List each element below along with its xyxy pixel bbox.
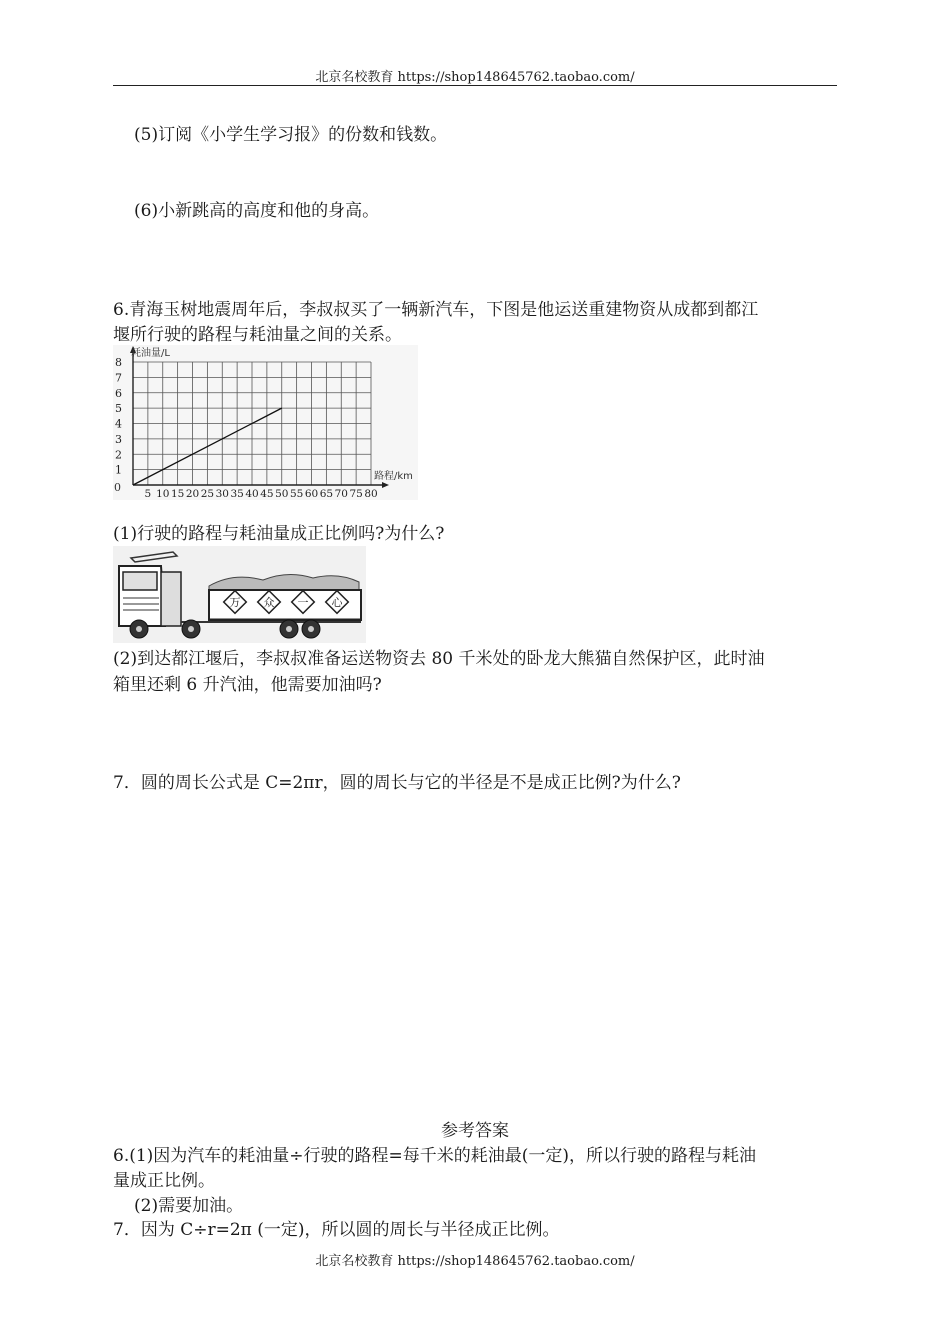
x-tick-label-45: 45 (260, 488, 274, 500)
x-tick-label-20: 20 (185, 488, 200, 500)
chart-origin-label: 0 (114, 481, 121, 494)
svg-text:众: 众 (263, 596, 275, 609)
y-tick-label-1: 1 (115, 463, 122, 477)
cab-window (123, 572, 157, 590)
header-rule (113, 85, 837, 86)
answers-title: 参考答案 (441, 1121, 509, 1141)
x-tick-label-80: 80 (364, 488, 378, 500)
question-5-6: (6)小新跳高的高度和他的身高。 (134, 201, 380, 221)
truck-illustration (113, 546, 366, 643)
answer-6-line1: 6.(1)因为汽车的耗油量÷行驶的路程=每千米的耗油最(一定)，所以行驶的路程与耗油 (113, 1146, 757, 1166)
x-tick-label-55: 55 (289, 488, 304, 500)
x-tick-label-65: 65 (319, 488, 334, 500)
x-tick-label-40: 40 (245, 488, 259, 500)
answer-6-2: (2)需要加油。 (134, 1196, 244, 1216)
y-tick-label-6: 6 (115, 386, 122, 400)
y-tick-label-7: 7 (115, 371, 122, 385)
x-tick-label-50: 50 (275, 488, 289, 500)
question-5-5: (5)订阅《小学生学习报》的份数和钱数。 (134, 125, 448, 145)
page-footer: 北京名校教育 https://shop148645762.taobao.com/ (315, 1254, 635, 1269)
x-tick-label-15: 15 (170, 488, 185, 500)
x-tick-label-60: 60 (304, 488, 319, 500)
x-tick-label-75: 75 (349, 488, 363, 500)
fuel-distance-chart (113, 345, 418, 500)
x-tick-label-5: 5 (144, 488, 152, 500)
question-6-intro-line2: 堰所行驶的路程与耗油量之间的关系。 (113, 325, 402, 345)
svg-text:万: 万 (229, 596, 241, 609)
y-tick-label-5: 5 (115, 402, 122, 416)
x-tick-label-30: 30 (215, 488, 229, 500)
chart-background (113, 345, 418, 500)
question-6-2-line1: (2)到达都江堰后，李叔叔准备运送物资去 80 千米处的卧龙大熊猫自然保护区，此时油 (113, 649, 765, 669)
answer-7: 7．因为 C÷r=2π (一定)，所以圆的周长与半径成正比例。 (113, 1220, 560, 1240)
y-tick-label-8: 8 (115, 356, 122, 369)
x-tick-label-70: 70 (334, 488, 348, 500)
truck-engine-block (161, 572, 181, 626)
question-6-2-line2: 箱里还剩 6 升汽油，他需要加油吗? (113, 675, 382, 695)
chart-x-axis-label: 路程/km (374, 471, 413, 482)
question-6-intro-line1: 6.青海玉树地震周年后，李叔叔买了一辆新汽车，下图是他运送重建物资从成都到都江 (113, 300, 759, 320)
question-7: 7．圆的周长公式是 C=2πr，圆的周长与它的半径是不是成正比例?为什么? (113, 773, 681, 793)
answer-6-line2: 量成正比例。 (113, 1171, 215, 1191)
page-header: 北京名校教育 https://shop148645762.taobao.com/ (315, 70, 635, 85)
svg-text:心: 心 (331, 596, 343, 609)
y-tick-label-3: 3 (115, 432, 122, 446)
chart-y-axis-label: 耗油量/L (131, 348, 170, 359)
x-tick-label-25: 25 (200, 488, 215, 500)
x-tick-label-35: 35 (230, 488, 244, 500)
svg-text:一: 一 (297, 596, 309, 609)
question-6-1: (1)行驶的路程与耗油量成正比例吗?为什么? (113, 524, 445, 544)
y-tick-label-2: 2 (115, 448, 122, 462)
x-tick-label-10: 10 (156, 488, 170, 500)
y-tick-label-4: 4 (115, 417, 122, 431)
